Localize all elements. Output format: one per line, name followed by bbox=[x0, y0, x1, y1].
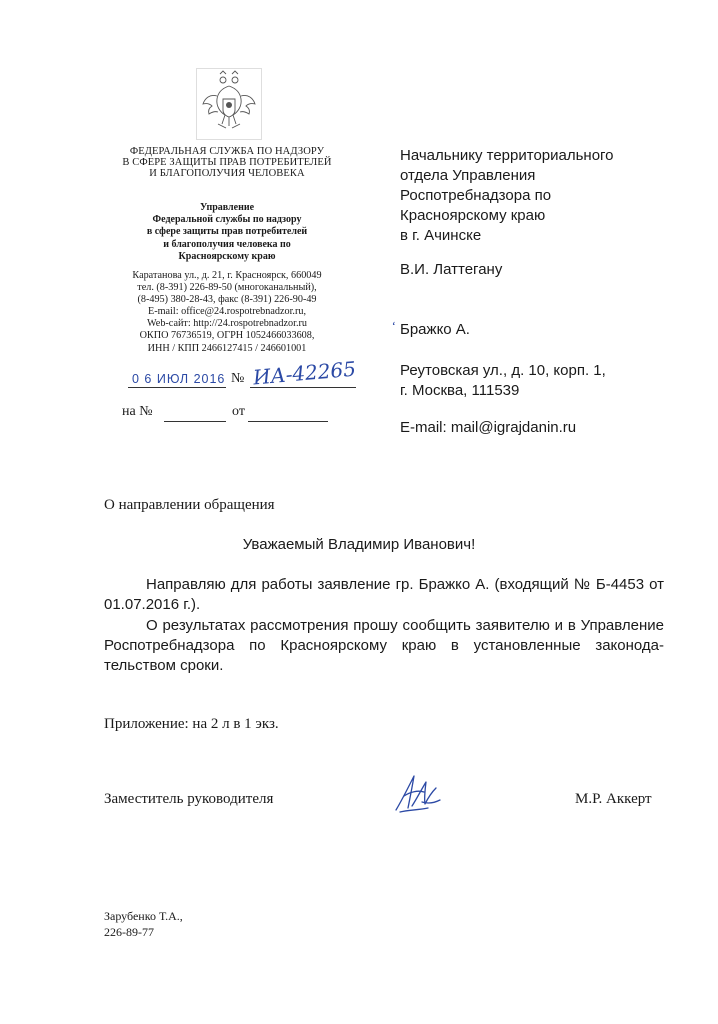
date-stamp: 0 6 ИЮЛ 2016 bbox=[132, 372, 226, 386]
department-line: Красноярскому краю bbox=[178, 250, 276, 262]
check-mark-icon: ʻ bbox=[391, 318, 396, 333]
ref-number-label: на № bbox=[122, 404, 153, 419]
registration-number: ИА-42265 bbox=[252, 356, 357, 390]
recipient-address bbox=[400, 361, 690, 401]
letter-subject: О направлении обращения bbox=[104, 497, 275, 513]
reference-line bbox=[122, 404, 342, 420]
recipient-name: Бражко А. bbox=[400, 321, 470, 338]
agency-line: И БЛАГОПОЛУЧИЯ ЧЕЛОВЕКА bbox=[149, 168, 305, 179]
department-line: и благополучия человека по bbox=[163, 238, 291, 250]
department-line: Управление bbox=[199, 202, 255, 213]
contact-line: E-mail: office@24.rospotrebnadzor.ru, bbox=[148, 306, 306, 318]
attachment-note: Приложение: на 2 л в 1 экз. bbox=[104, 716, 279, 732]
signer-title: Заместитель руководителя bbox=[104, 791, 274, 807]
department-name bbox=[110, 202, 344, 263]
number-label: № bbox=[231, 371, 245, 386]
agency-line: ФЕДЕРАЛЬНАЯ СЛУЖБА ПО НАДЗОРУ bbox=[129, 146, 325, 157]
executor-info bbox=[104, 908, 183, 940]
coat-of-arms-emblem bbox=[196, 68, 262, 140]
addressee-line: Начальнику территориального bbox=[400, 147, 614, 164]
ref-date-label: от bbox=[232, 404, 245, 419]
executor-phone: 226-89-77 bbox=[104, 925, 154, 939]
recipient-email: E-mail: mail@igrajdanin.ru bbox=[400, 419, 577, 436]
sender-contacts bbox=[96, 270, 358, 355]
addressee-line: отдела Управления bbox=[400, 167, 536, 184]
contact-line: тел. (8-391) 226-89-50 (многоканальный), bbox=[137, 282, 317, 294]
department-line: Федеральной службы по надзору bbox=[152, 214, 302, 226]
contact-line: Каратанова ул., д. 21, г. Красноярск, 660049 bbox=[132, 270, 322, 281]
date-underline bbox=[128, 387, 226, 388]
address-line: Реутовская ул., д. 10, корп. 1, bbox=[400, 362, 606, 379]
agency-line: В СФЕРЕ ЗАЩИТЫ ПРАВ ПОТРЕБИТЕЛЕЙ bbox=[122, 157, 332, 168]
address-line: г. Москва, 111539 bbox=[400, 382, 520, 399]
registration-line bbox=[118, 356, 368, 395]
body-paragraph: О результатах рассмотрения прошу сообщить заявителю и в Управление Роспотребнадзора по Красноярскому краю в установленные законодательством сроки. bbox=[104, 617, 664, 674]
contact-line: Web-сайт: http://24.rospotrebnadzor.ru bbox=[147, 318, 307, 330]
addressee-block bbox=[400, 146, 690, 246]
body-paragraph: Направляю для работы заявление гр. Бражко А. (входящий № Б-4453 от 01.07.2016 г.). bbox=[104, 576, 664, 613]
contact-line: ОКПО 76736519, ОГРН 1052466033608, bbox=[139, 330, 315, 342]
ref-number-blank bbox=[164, 421, 226, 422]
addressee-line: Красноярскому краю bbox=[400, 207, 546, 224]
addressee-name: В.И. Латтегану bbox=[400, 261, 503, 278]
addressee-line: Роспотребнадзора по bbox=[400, 187, 552, 204]
contact-line: ИНН / КПП 2466127415 / 246601001 bbox=[147, 342, 307, 354]
handwritten-signature bbox=[392, 770, 444, 816]
agency-name bbox=[110, 146, 344, 179]
executor-name: Зарубенко Т.А., bbox=[104, 909, 183, 923]
salutation: Уважаемый Владимир Иванович! bbox=[242, 536, 476, 553]
addressee-line: в г. Ачинске bbox=[400, 227, 482, 244]
ref-date-blank bbox=[248, 421, 328, 422]
department-line: в сфере защиты прав потребителей bbox=[146, 226, 308, 238]
signer-name: М.Р. Аккерт bbox=[575, 791, 652, 807]
contact-line: (8-495) 380-28-43, факс (8-391) 226-90-49 bbox=[137, 294, 317, 306]
